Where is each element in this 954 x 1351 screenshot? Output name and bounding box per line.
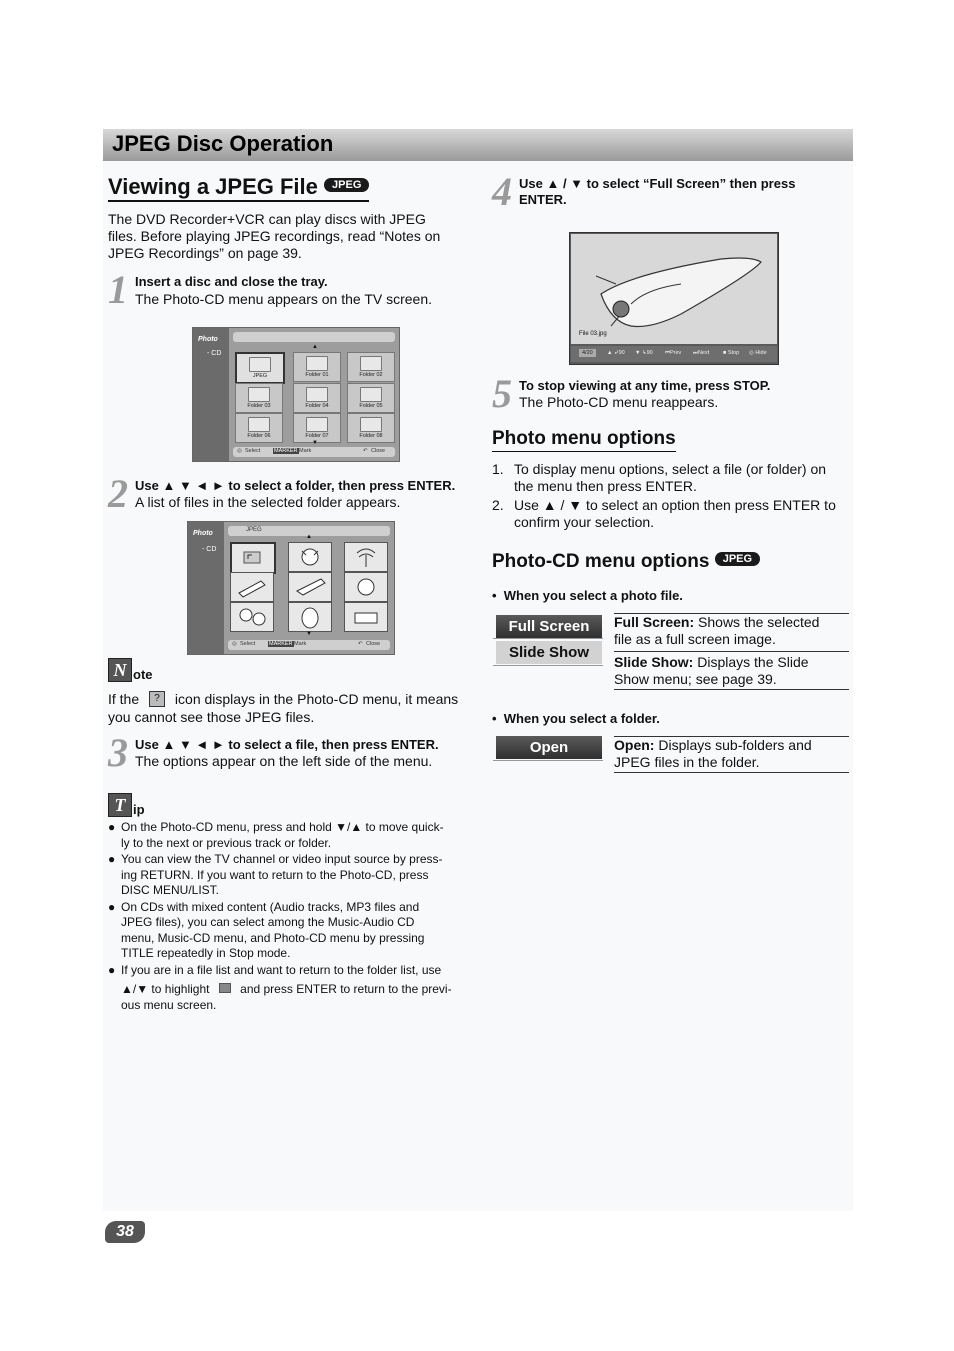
tip-line: ly to the next or previous track or folder.: [121, 835, 332, 850]
folder-item[interactable]: [235, 383, 283, 413]
character-image-icon: [231, 603, 273, 631]
step-4-line: Use ▲ / ▼ to select “Full Screen” then press: [519, 176, 796, 191]
player-control-bar: [571, 346, 777, 362]
note-text-line1: [108, 691, 458, 708]
def-desc: JPEG files in the folder.: [614, 754, 760, 770]
control-label: 90: [618, 350, 625, 356]
folder-label: Folder 08: [359, 433, 383, 439]
select-label: Select: [240, 641, 256, 647]
return-icon: ↶: [363, 448, 368, 454]
photocd-menu-options-title-text: Photo-CD menu options: [492, 551, 710, 572]
folder-item[interactable]: [293, 352, 341, 382]
step-1-text: The Photo-CD menu appears on the TV screen.: [135, 291, 433, 307]
tip-item: [108, 963, 473, 1014]
def-desc: Displays sub-folders and: [658, 737, 812, 753]
control-label: 90: [646, 350, 653, 356]
character-image-icon: [289, 603, 331, 631]
open-option[interactable]: Open: [496, 736, 602, 759]
folder-label: Folder 06: [247, 433, 271, 439]
note-icon: N: [108, 658, 132, 682]
heading-text: When you select a photo file.: [503, 588, 683, 603]
hide-control[interactable]: ◎ Hide: [749, 350, 767, 356]
folder-icon: [306, 417, 328, 432]
marker-key: MARKER: [269, 641, 293, 647]
scroll-up-icon: ▲: [312, 344, 318, 350]
tip-fragment: ▲/▼ to highlight: [121, 982, 210, 996]
space-shuttle-image-icon: [571, 234, 777, 344]
step-number-4: 4: [492, 169, 512, 214]
image-counter: 4/20: [579, 349, 596, 357]
step-4-instruction: [519, 176, 795, 207]
folder-label: Folder 04: [305, 403, 329, 409]
option-divider: [493, 638, 603, 639]
photo-thumb[interactable]: [344, 602, 388, 632]
def-rule-mid: [614, 651, 849, 652]
def-desc: Displays the Slide: [697, 654, 809, 670]
tip-line: JPEG files), you can select among the Music-Audio CD: [121, 915, 415, 929]
path-bar: [233, 332, 395, 342]
full-screen-preview: [569, 232, 779, 365]
open-definition: [614, 737, 849, 771]
step-2-instruction: Use ▲ ▼ ◄ ► to select a folder, then press ENTER.: [135, 478, 456, 493]
character-image-icon: [345, 573, 387, 601]
up-folder-icon: [232, 544, 274, 572]
jpeg-badge: JPEG: [324, 178, 369, 192]
step-line: the menu then press ENTER.: [514, 478, 697, 494]
section-title-text: Viewing a JPEG File: [108, 174, 318, 199]
scroll-down-icon: ▼: [306, 631, 312, 637]
note-label: ote: [133, 667, 153, 682]
photo-menu-step: [492, 461, 852, 495]
step-3-text: The options appear on the left side of the menu.: [135, 753, 433, 769]
step-line: To display menu options, select a file (or folder) on: [514, 461, 827, 477]
folder-icon: [360, 356, 382, 371]
note-text-pre: If the: [108, 691, 140, 707]
note-text-line2: you cannot see those JPEG files.: [108, 709, 315, 725]
folder-label: Folder 05: [359, 403, 383, 409]
step-line: Use ▲ / ▼ to select an option then press ENTER to: [514, 497, 836, 513]
up-folder-icon: [219, 983, 231, 993]
bullet-icon: ●: [108, 899, 116, 914]
select-label: Select: [245, 448, 261, 454]
tip-line: [121, 982, 473, 998]
option-divider: [493, 760, 603, 761]
folder-icon: [249, 357, 271, 372]
full-screen-definition: [614, 614, 849, 648]
folder-label: Folder 02: [359, 372, 383, 378]
mark-label: Mark: [294, 641, 307, 647]
folder-icon: [360, 387, 382, 402]
control-label: Next: [697, 350, 710, 356]
sidebar-label-cd: - CD: [207, 350, 222, 357]
photo-thumb[interactable]: [230, 602, 274, 632]
step-5-text: The Photo-CD menu reappears.: [519, 394, 719, 410]
def-desc: Show menu; see page 39.: [614, 671, 777, 687]
menu-bottom-bar: [228, 640, 390, 650]
full-screen-image: [571, 234, 777, 344]
tip-icon: T: [108, 793, 132, 817]
folder-item[interactable]: [235, 413, 283, 443]
tip-line: On CDs with mixed content (Audio tracks, MP3 files and: [121, 899, 420, 914]
tip-list: [108, 820, 473, 1013]
photo-cd-file-menu-screen: [187, 521, 395, 655]
scroll-down-icon: ▼: [312, 440, 318, 446]
folder-item[interactable]: [293, 383, 341, 413]
tip-item: [108, 820, 473, 851]
scroll-up-icon: ▲: [306, 534, 312, 540]
photo-menu-options-title: Photo menu options: [492, 428, 676, 452]
tip-line: You can view the TV channel or video input source by press-: [121, 852, 443, 866]
def-term: Open:: [614, 737, 655, 753]
close-label: Close: [366, 641, 381, 647]
path-label: JPEG: [246, 527, 262, 533]
folder-item[interactable]: [347, 383, 395, 413]
tip-line: TITLE repeatedly in Stop mode.: [121, 946, 291, 960]
file-options-heading: [492, 588, 683, 604]
def-term: Slide Show:: [614, 654, 694, 670]
parent-folder-thumb[interactable]: [230, 542, 276, 574]
folder-icon: [248, 387, 270, 402]
photo-thumb[interactable]: [288, 542, 332, 572]
slide-show-option[interactable]: Slide Show: [496, 641, 602, 664]
tip-line: On the Photo-CD menu, press and hold ▼/▲ to move quick-: [121, 820, 444, 834]
rotate-left-control[interactable]: ▲ ↲90: [607, 350, 625, 356]
next-control[interactable]: ⏭Next: [693, 350, 710, 356]
tip-line: DISC MENU/LIST.: [121, 883, 220, 897]
def-term: Full Screen:: [614, 614, 695, 630]
photo-thumb[interactable]: [344, 572, 388, 602]
tip-line: ous menu screen.: [121, 997, 217, 1012]
intro-line: The DVD Recorder+VCR can play discs with JPEG: [108, 211, 426, 227]
photo-thumb[interactable]: [344, 542, 388, 572]
step-1-instruction: Insert a disc and close the tray.: [135, 274, 328, 289]
step-2-text: A list of files in the selected folder appears.: [135, 494, 401, 510]
bullet-icon: •: [492, 588, 504, 603]
folder-label: Folder 01: [305, 372, 329, 378]
filename-label: File 03.jpg: [579, 331, 607, 337]
tip-line: menu, Music-CD menu, and Photo-CD menu by pressing: [121, 930, 425, 945]
folder-icon: [248, 417, 270, 432]
tip-item: [108, 852, 473, 899]
step-number-2: 2: [108, 471, 128, 516]
sidebar-label-cd: - CD: [202, 546, 217, 553]
def-desc: file as a full screen image.: [614, 631, 776, 647]
step-5-instruction: To stop viewing at any time, press STOP.: [519, 378, 771, 393]
bullet-icon: ●: [108, 962, 116, 977]
bullet-icon: •: [492, 711, 504, 726]
option-divider: [493, 665, 603, 666]
folder-item[interactable]: [235, 352, 285, 384]
folder-label: Folder 07: [305, 433, 329, 439]
tip-line: ing RETURN. If you want to return to the Photo-CD, press: [121, 867, 429, 882]
folder-label: Folder 03: [247, 403, 271, 409]
photocd-menu-options-title: [492, 551, 760, 573]
folder-label: JPEG: [252, 373, 268, 379]
pokemon-image-icon: [289, 543, 331, 571]
control-label: Stop: [727, 350, 740, 356]
step-number-5: 5: [492, 371, 512, 416]
palm-tree-image-icon: [345, 543, 387, 571]
menu-bottom-bar: [233, 447, 395, 457]
enter-icon: ◎: [237, 448, 242, 454]
step-4-line: ENTER.: [519, 191, 567, 207]
folder-item[interactable]: [347, 352, 395, 382]
photo-cd-folder-menu-screen: [192, 327, 400, 462]
menu-sidebar: [193, 328, 229, 461]
stop-control[interactable]: ■ Stop: [723, 350, 740, 356]
mark-label: Mark: [299, 448, 312, 454]
shuttle-image-icon: [289, 573, 331, 601]
intro-line: JPEG Recordings” on page 39.: [108, 245, 302, 261]
close-label: Close: [371, 448, 386, 454]
unsupported-file-icon: ?: [149, 691, 165, 707]
sidebar-label-photo: Photo: [198, 336, 218, 343]
slide-show-definition: [614, 654, 849, 688]
section-title: [108, 174, 369, 200]
tip-item: [108, 900, 473, 962]
folder-icon: [306, 356, 328, 371]
step-number-3: 3: [108, 730, 128, 775]
prev-control[interactable]: ⏮Prev: [665, 350, 682, 356]
tip-line: If you are in a file list and want to return to the folder list, use: [121, 962, 442, 977]
full-screen-option[interactable]: Full Screen: [496, 615, 602, 638]
def-desc: Shows the selected: [698, 614, 820, 630]
enter-icon: ◎: [232, 641, 237, 647]
folder-options-heading: [492, 711, 660, 727]
return-icon: ↶: [358, 641, 363, 647]
intro-line: files. Before playing JPEG recordings, read “Notes on: [108, 228, 441, 244]
menu-sidebar: [188, 522, 224, 654]
page-number: 38: [105, 1221, 145, 1243]
marker-key: MARKER: [274, 448, 298, 454]
photo-menu-step: [492, 497, 852, 531]
jpeg-badge: JPEG: [715, 552, 760, 566]
note-text-post: icon displays in the Photo-CD menu, it means: [174, 691, 459, 707]
rotate-right-control[interactable]: ▼ ↳90: [635, 350, 653, 356]
step-3-instruction: Use ▲ ▼ ◄ ► to select a file, then press ENTER.: [135, 737, 439, 752]
page-header-title: JPEG Disc Operation: [112, 131, 334, 156]
def-rule-bottom: [614, 689, 849, 690]
folder-icon: [360, 417, 382, 432]
control-label: Hide: [755, 350, 767, 356]
folder-item[interactable]: [293, 413, 341, 443]
folder-item[interactable]: [347, 413, 395, 443]
control-label: Prev: [669, 350, 682, 356]
photo-thumb[interactable]: [288, 572, 332, 602]
step-index: 1.: [492, 461, 504, 477]
photo-thumb[interactable]: [288, 602, 332, 632]
step-number-1: 1: [108, 267, 128, 312]
step-line: confirm your selection.: [514, 514, 655, 530]
heading-text: When you select a folder.: [503, 711, 660, 726]
tip-fragment: and press ENTER to return to the previ-: [240, 982, 452, 996]
sidebar-label-photo: Photo: [193, 530, 213, 537]
folder-icon: [306, 387, 328, 402]
bullet-icon: ●: [108, 820, 116, 834]
vehicle-image-icon: [345, 603, 387, 631]
step-index: 2.: [492, 497, 504, 513]
def-rule-bottom: [614, 772, 849, 773]
photo-thumb[interactable]: [230, 572, 274, 602]
rocket-image-icon: [231, 573, 273, 601]
photo-menu-steps: [492, 461, 852, 531]
intro-paragraph: [108, 211, 468, 262]
bullet-icon: ●: [108, 852, 116, 866]
tip-label: ip: [133, 802, 145, 817]
